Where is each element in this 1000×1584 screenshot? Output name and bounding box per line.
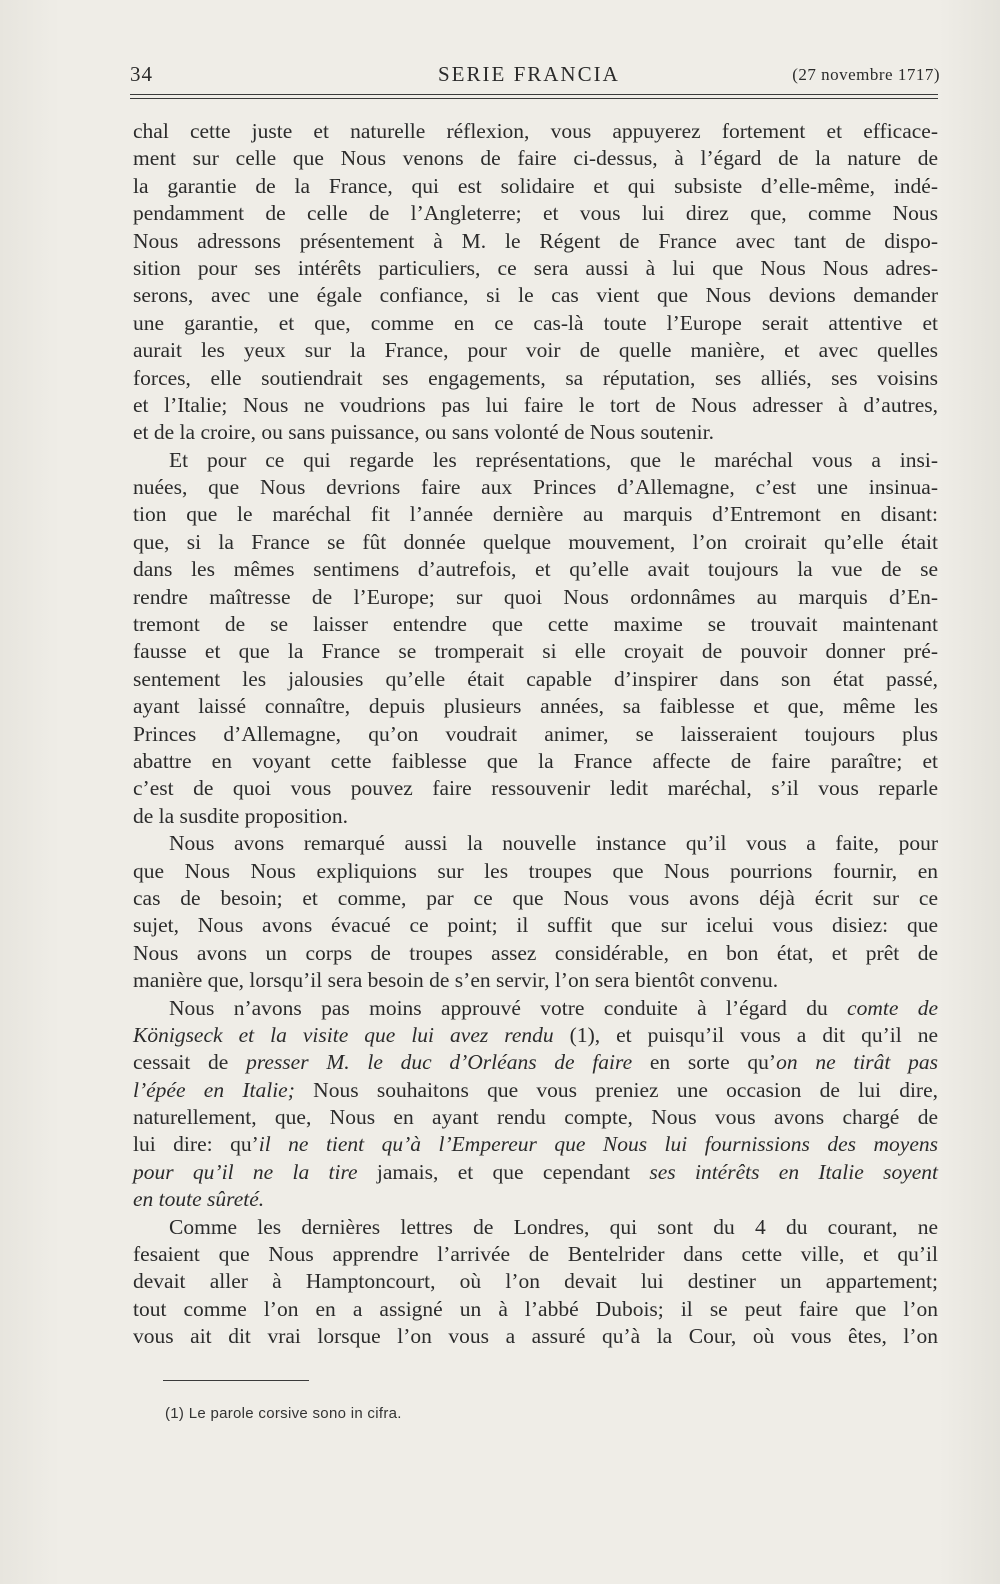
text-line: pendamment de celle de l’Angleterre; et vous lui direz que, comme Nous	[133, 201, 938, 226]
text-line: Nous adressons présentement à M. le Régent de France avec tant de dispo-	[133, 228, 938, 253]
text-line: de la susdite proposition.	[133, 803, 348, 828]
text-line	[133, 1049, 938, 1076]
text-line	[133, 1159, 938, 1186]
text-line: vous ait dit vrai lorsque l’on vous a assuré qu’à la Cour, où vous êtes, l’on	[133, 1324, 938, 1349]
text-line: la garantie de la France, qui est solidaire et qui subsiste d’elle-même, indé-	[133, 173, 938, 198]
text-line: serons, avec une égale confiance, si le cas vient que Nous devions demander	[133, 283, 938, 308]
text-line: tout comme l’on en a assigné un à l’abbé Dubois; il se peut faire que l’on	[133, 1296, 938, 1321]
running-header	[130, 62, 940, 88]
text-line: que, si la France se fût donnée quelque mouvement, l’on croirait qu’elle était	[133, 529, 938, 554]
text-run: Nous souhaitons que vous preniez une occasion de lui dire,	[294, 1077, 938, 1102]
italic-cipher-run: on ne tirât pas	[776, 1050, 938, 1075]
text-run: en sorte qu’	[632, 1050, 777, 1075]
text-line	[133, 1022, 938, 1049]
text-line: ayant laissé connaître, depuis plusieurs années, sa faiblesse et que, même les	[133, 694, 938, 719]
text-line: aurait les yeux sur la France, pour voir de quelle manière, et avec quelles	[133, 338, 938, 363]
text-run: jamais, et que cependant	[357, 1159, 650, 1184]
italic-cipher-run: comte de	[847, 995, 938, 1020]
italic-cipher-run: Königseck et la visite que lui avez rendu	[133, 1022, 554, 1047]
text-line: rendre maîtresse de l’Europe; sur quoi Nous ordonnâmes au marquis d’En-	[133, 584, 938, 609]
text-line: fausse et que la France se tromperait si elle croyait de pouvoir donner pré-	[133, 639, 938, 664]
text-run: cessait de	[133, 1050, 247, 1075]
page-number: 34	[130, 62, 153, 86]
italic-cipher-run: l’épée en Italie;	[133, 1077, 295, 1102]
text-line	[133, 1131, 938, 1158]
text-line: que Nous Nous expliquions sur les troupes que Nous pourrions fournir, en	[133, 858, 938, 883]
text-line: manière que, lorsqu’il sera besoin de s’en servir, l’on sera bientôt convenu.	[133, 968, 779, 993]
paragraph-start-line	[133, 995, 938, 1022]
header-rule	[130, 94, 938, 95]
text-line: et de la croire, ou sans puissance, ou sans volonté de Nous soutenir.	[133, 420, 714, 445]
header-date: (27 novembre 1717)	[792, 65, 940, 84]
paragraph-start-line: Et pour ce qui regarde les représentations, que le maréchal vous a insi-	[169, 447, 938, 472]
text-line: ment sur celle que Nous venons de faire ci-dessus, à l’égard de la nature de	[133, 146, 938, 171]
text-line: sition pour ses intérêts particuliers, ce sera aussi à lui que Nous Nous adres-	[133, 255, 938, 280]
text-line: dans les mêmes sentimens d’autrefois, et qu’elle avait toujours la vue de se	[133, 557, 938, 582]
text-line: et l’Italie; Nous ne voudrions pas lui faire le tort de Nous adresser à d’autres,	[133, 392, 938, 417]
footnote: (1) Le parole corsive sono in cifra.	[165, 1405, 402, 1422]
text-line: sentement les jalousies qu’elle était capable d’inspirer dans son état passé,	[133, 666, 938, 691]
text-line: chal cette juste et naturelle réflexion, vous appuyerez fortement et efficace-	[133, 119, 938, 143]
text-line: forces, elle soutiendrait ses engagements, sa réputation, ses alliés, ses voisins	[133, 365, 938, 390]
text-line: Princes d’Allemagne, qu’on voudrait animer, se laisseraient toujours plus	[133, 721, 938, 746]
text-line: tion que le maréchal fit l’année dernière au marquis d’Entremont en disant:	[133, 502, 938, 527]
text-line: une garantie, et que, comme en ce cas-là toute l’Europe serait attentive et	[133, 310, 938, 335]
text-run: Nous n’avons pas moins approuvé votre conduite à l’égard du	[169, 995, 848, 1020]
footnote-rule	[163, 1380, 309, 1381]
text-line: c’est de quoi vous pouvez faire ressouvenir ledit maréchal, s’il vous reparle	[133, 776, 938, 801]
text-line: fesaient que Nous apprendre l’arrivée de Bentelrider dans cette ville, et qu’il	[133, 1242, 938, 1267]
text-line: tremont de se laisser entendre que cette maxime se trouvait maintenant	[133, 612, 938, 637]
text-line	[133, 1186, 938, 1213]
italic-cipher-run: en toute sûreté.	[133, 1187, 265, 1212]
paragraph-start-line: Nous avons remarqué aussi la nouvelle instance qu’il vous a faite, pour	[169, 831, 938, 856]
text-line: naturellement, que, Nous en ayant rendu compte, Nous vous avons chargé de	[133, 1105, 938, 1130]
text-line	[133, 1077, 938, 1104]
italic-cipher-run: presser M. le duc d’Orléans de faire	[246, 1050, 633, 1075]
text-line: sujet, Nous avons évacué ce point; il suffit que sur icelui vous disiez: que	[133, 913, 938, 938]
text-run: (1), et puisqu’il vous a dit qu’il ne	[553, 1022, 938, 1047]
italic-cipher-run: ses intérêts en Italie soyent	[649, 1159, 939, 1184]
text-line: abattre en voyant cette faiblesse que la France affecte de faire paraître; et	[133, 748, 938, 773]
text-line: devait aller à Hamptoncourt, où l’on devait lui destiner un appartement;	[133, 1269, 938, 1294]
text-line: cas de besoin; et comme, par ce que Nous vous avons déjà écrit sur ce	[133, 885, 938, 910]
text-line: Nous avons un corps de troupes assez considérable, en bon état, et prêt de	[133, 940, 938, 965]
italic-cipher-run: il ne tient qu’à l’Empereur que Nous lui fournissions des moyens	[258, 1132, 938, 1157]
paragraph-start-line: Comme les dernières lettres de Londres, qui sont du 4 du courant, ne	[169, 1214, 938, 1239]
header-rule-secondary	[130, 98, 938, 99]
italic-cipher-run: pour qu’il ne la tire	[133, 1159, 358, 1184]
series-title: SERIE FRANCIA	[438, 62, 620, 86]
text-run: lui dire: qu’	[133, 1132, 259, 1157]
text-line: nuées, que Nous devrions faire aux Princes d’Allemagne, c’est une insinua-	[133, 475, 938, 500]
body-text	[133, 118, 938, 1351]
